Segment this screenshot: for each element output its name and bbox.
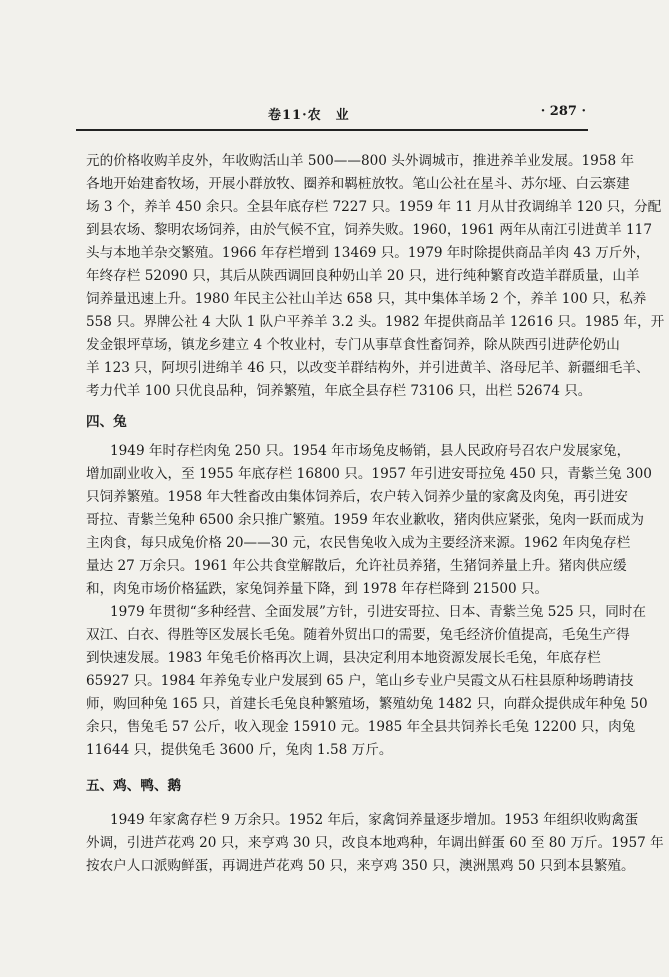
text-line: 羊 123 只，阿坝引进绵羊 46 只，以改变羊群结构外，并引进黄羊、洛母尼羊、新疆细毛羊、: [86, 360, 650, 376]
text-line: 1949 年时存栏肉兔 250 只。1954 年市场兔皮畅销，县人民政府号召农户发展家兔，: [110, 443, 631, 459]
section-heading-rabbit: 四、兔: [86, 414, 127, 430]
text-line: 量达 27 万余只。1961 年公共食堂解散后，允许社员养猪，生猪饲养量上升。猪肉供应缓: [86, 558, 627, 574]
text-line: 1979 年贯彻“多种经营、全面发展”方针，引进安哥拉、日本、青紫兰兔 525 只，同时在: [110, 604, 646, 620]
page-header: [78, 104, 586, 126]
text-line: 师，购回种兔 165 只，首建长毛兔良种繁殖场，繁殖幼兔 1482 只，向群众提供成年种兔 50: [86, 696, 648, 712]
text-line: 头与本地羊杂交繁殖。1966 年存栏增到 13469 只。1979 年时除提供商品羊肉 43 万斤外，: [86, 245, 650, 261]
text-line: 到快速发展。1983 年兔毛价格再次上调，县决定利用本地资源发展长毛兔，年底存栏: [86, 650, 601, 666]
running-title: 卷11·农 业: [268, 108, 350, 123]
text-line: 发金银坪草场，镇龙乡建立 4 个牧业村，专门从事草食性畜饲养，除从陕西引进萨伦奶山: [86, 337, 620, 353]
text-line: 558 只。界牌公社 4 大队 1 队户平养羊 3.2 头。1982 年提供商品羊 12616 只。1985 年，开: [86, 314, 665, 330]
text-line: 到县农场、黎明农场饲养，由於气候不宜，饲养失败。1960，1961 两年从南江引进黄羊 117: [86, 222, 652, 238]
text-line: 按农户人口派购鲜蛋，再调进芦花鸡 50 只，来亨鸡 350 只，澳洲黑鸡 50 只到本县繁殖。: [86, 858, 635, 874]
text-line: 和，肉兔市场价格猛跌，家兔饲养量下降，到 1978 年存栏降到 21500 只。: [86, 581, 549, 597]
section-heading-poultry: 五、鸡、鸭、鹅: [86, 778, 182, 794]
text-line: 主肉食，每只成兔价格 20——30 元，农民售兔收入成为主要经济来源。1962 年肉兔存栏: [86, 535, 631, 551]
text-line: 饲养量迅速上升。1980 年民主公社山羊达 658 只，其中集体羊场 2 个，养羊 100 只，私养: [86, 291, 647, 307]
text-line: 各地开始建畜牧场，开展小群放牧、圈养和羁桩放牧。笔山公社在星斗、苏尔垭、白云寨建: [86, 176, 630, 192]
text-line: 年终存栏 52090 只，其后从陕西调回良种奶山羊 20 只，进行纯种繁育改造羊群质量，山羊: [86, 268, 640, 284]
text-line: 场 3 个，养羊 450 余只。全县年底存栏 7227 只。1959 年 11 月从甘孜调绵羊 120 只，分配: [86, 199, 662, 215]
text-line: 11644 只，提供兔毛 3600 斤，兔肉 1.58 万斤。: [86, 742, 393, 758]
text-line: 1949 年家禽存栏 9 万余只。1952 年后，家禽饲养量逐步增加。1953 年组织收购禽蛋: [110, 812, 639, 828]
text-line: 增加副业收入，至 1955 年底存栏 16800 只。1957 年引进安哥拉兔 450 只，青紫兰兔 300: [86, 466, 652, 482]
text-line: 只饲养繁殖。1958 年大牲畜改由集体饲养后，农户转入饲养少量的家禽及肉兔，再引进安: [86, 489, 628, 505]
header-rule: [76, 129, 588, 131]
text-line: 哥拉、青紫兰兔种 6500 余只推广繁殖。1959 年农业歉收，猪肉供应紧张，兔肉一跃而成为: [86, 512, 644, 528]
text-line: 余只，售兔毛 57 公斤，收入现金 15910 元。1985 年全县共饲养长毛兔 12200 只，肉兔: [86, 719, 636, 735]
page-number: · 287 ·: [540, 104, 586, 119]
text-line: 考力代羊 100 只优良品种，饲养繁殖，年底全县存栏 73106 只，出栏 52674 只。: [86, 383, 592, 399]
text-line: 65927 只。1984 年养兔专业户发展到 65 户，笔山乡专业户吴霞文从石柱县原种场聘请技: [86, 673, 634, 689]
text-line: 双江、白衣、得胜等区发展长毛兔。随着外贸出口的需要，兔毛经济价值提高，毛兔生产得: [86, 627, 630, 643]
text-line: 元的价格收购羊皮外，年收购活山羊 500——800 头外调城市，推进养羊业发展。1958 年: [86, 153, 635, 169]
text-line: 外调，引进芦花鸡 20 只，来亨鸡 30 只，改良本地鸡种，年调出鲜蛋 60 至 80 万斤。1957 年: [86, 835, 664, 851]
